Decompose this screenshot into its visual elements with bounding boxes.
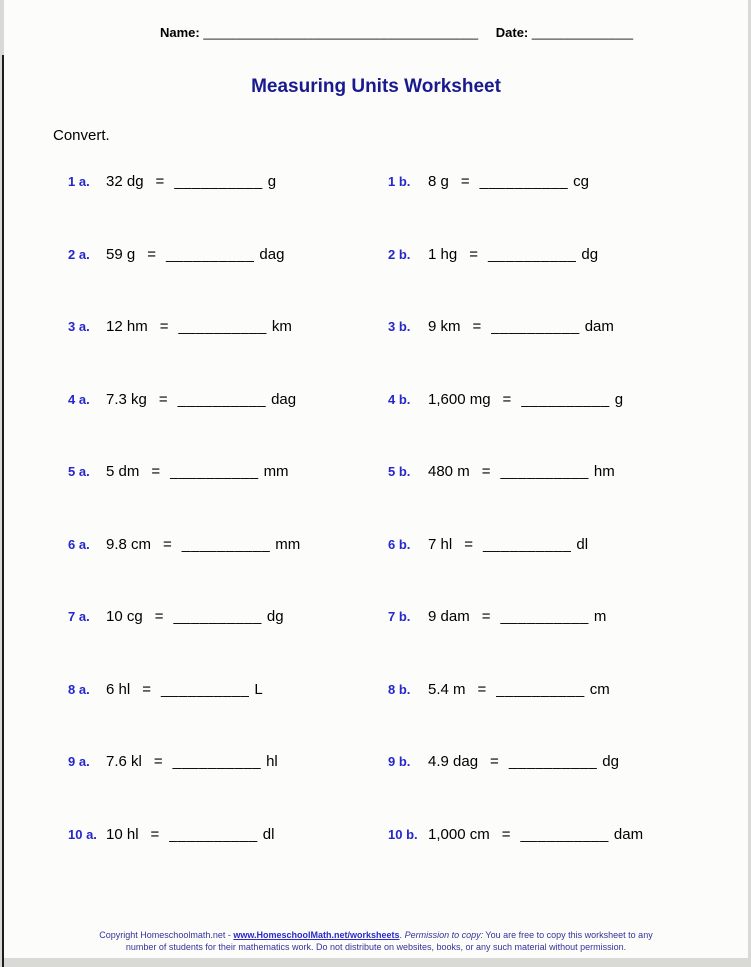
equals-sign: = bbox=[469, 245, 478, 263]
problem-6b bbox=[388, 536, 588, 553]
answer-blank: __________ bbox=[479, 173, 569, 190]
problem-unit: mm bbox=[263, 463, 289, 480]
problem-unit: L bbox=[254, 680, 263, 698]
problem-quantity: 1 hg bbox=[428, 245, 458, 263]
problem-quantity: 32 dg bbox=[106, 173, 144, 190]
instruction-text: Convert. bbox=[53, 127, 110, 144]
problem-2b bbox=[388, 246, 598, 263]
problem-row bbox=[68, 463, 748, 480]
problem-label: 5 b. bbox=[388, 464, 411, 479]
problem-quantity: 59 g bbox=[106, 245, 136, 263]
problem-quantity: 9 km bbox=[428, 318, 461, 335]
problem-label: 9 b. bbox=[388, 754, 411, 769]
problem-quantity: 8 g bbox=[428, 173, 449, 190]
problem-quantity: 7.3 kg bbox=[106, 390, 147, 408]
answer-blank: __________ bbox=[521, 390, 610, 408]
equals-sign: = bbox=[158, 390, 168, 408]
answer-blank: __________ bbox=[181, 535, 271, 553]
problem-label: 10 b. bbox=[388, 826, 418, 842]
answer-blank: __________ bbox=[178, 318, 267, 335]
name-blank-line: ______________________________________ bbox=[203, 25, 479, 40]
problem-label: 7 a. bbox=[68, 609, 90, 624]
problem-1a bbox=[68, 173, 388, 190]
problem-quantity: 480 m bbox=[428, 463, 470, 480]
problem-4a bbox=[68, 391, 388, 408]
problem-label: 4 b. bbox=[388, 391, 411, 407]
problem-unit: g bbox=[267, 173, 277, 190]
equals-sign: = bbox=[154, 608, 164, 625]
problem-7b bbox=[388, 608, 606, 625]
answer-blank: __________ bbox=[173, 608, 262, 625]
answer-blank: __________ bbox=[500, 608, 589, 625]
problem-unit: dam bbox=[584, 318, 614, 335]
problem-7a bbox=[68, 608, 388, 625]
problem-quantity: 7 hl bbox=[428, 535, 453, 553]
answer-blank: __________ bbox=[520, 825, 609, 843]
answer-blank: __________ bbox=[172, 753, 262, 770]
problem-label: 2 a. bbox=[68, 246, 90, 262]
problem-quantity: 5.4 m bbox=[428, 680, 466, 698]
name-date-row bbox=[160, 25, 633, 40]
problem-unit: hm bbox=[593, 463, 615, 480]
problem-unit: dag bbox=[259, 245, 285, 263]
equals-sign: = bbox=[472, 318, 482, 335]
equals-sign: = bbox=[163, 535, 172, 553]
problem-unit: cg bbox=[573, 173, 589, 190]
worksheet-page bbox=[4, 0, 748, 958]
problem-label: 9 a. bbox=[68, 754, 90, 769]
equals-sign: = bbox=[153, 753, 163, 770]
date-blank-line: ______________ bbox=[531, 25, 634, 40]
answer-blank: __________ bbox=[174, 173, 263, 190]
problem-unit: hl bbox=[266, 753, 278, 770]
date-label: Date: bbox=[495, 25, 529, 40]
answer-blank: __________ bbox=[491, 318, 580, 335]
problem-label: 3 a. bbox=[68, 319, 90, 334]
problem-9a bbox=[68, 753, 388, 770]
problem-quantity: 5 dm bbox=[106, 463, 140, 480]
problem-quantity: 10 cg bbox=[106, 608, 143, 625]
problem-row bbox=[68, 826, 748, 843]
answer-blank: __________ bbox=[177, 390, 267, 408]
answer-blank: __________ bbox=[482, 535, 572, 553]
equals-sign: = bbox=[464, 535, 473, 553]
problem-unit: dl bbox=[262, 825, 275, 843]
equals-sign: = bbox=[155, 173, 165, 190]
footer-permission-text: You are free to copy this worksheet to any bbox=[483, 930, 653, 940]
problem-unit: cm bbox=[589, 680, 610, 698]
problem-row bbox=[68, 391, 748, 408]
problem-label: 1 b. bbox=[388, 174, 411, 189]
problem-row bbox=[68, 246, 748, 263]
problem-unit: dg bbox=[266, 608, 284, 625]
equals-sign: = bbox=[477, 680, 487, 698]
equals-sign: = bbox=[147, 245, 156, 263]
equals-sign: = bbox=[159, 318, 169, 335]
problem-label: 5 a. bbox=[68, 464, 90, 479]
problem-3b bbox=[388, 318, 614, 335]
problem-10b bbox=[388, 826, 643, 843]
permission-to-copy-label: Permission to copy: bbox=[404, 930, 484, 940]
problem-quantity: 10 hl bbox=[106, 825, 139, 843]
problem-row bbox=[68, 753, 748, 770]
problem-quantity: 9.8 cm bbox=[106, 535, 152, 553]
problem-row bbox=[68, 681, 748, 698]
problem-quantity: 7.6 kl bbox=[106, 753, 142, 770]
problem-quantity: 12 hm bbox=[106, 318, 148, 335]
problem-10a bbox=[68, 826, 388, 843]
problem-quantity: 6 hl bbox=[106, 680, 131, 698]
worksheets-link[interactable]: www.HomeschoolMath.net/worksheets bbox=[233, 930, 400, 940]
problem-8b bbox=[388, 681, 610, 698]
problem-quantity: 1,600 mg bbox=[428, 390, 491, 408]
problem-label: 4 a. bbox=[68, 391, 90, 407]
problem-5a bbox=[68, 463, 388, 480]
page-title: Measuring Units Worksheet bbox=[251, 76, 501, 97]
equals-sign: = bbox=[490, 753, 499, 770]
problem-label: 1 a. bbox=[68, 174, 90, 189]
problem-6a bbox=[68, 536, 388, 553]
problem-unit: dag bbox=[271, 390, 297, 408]
footer-dot: . bbox=[399, 930, 405, 940]
problem-label: 6 b. bbox=[388, 536, 411, 552]
problem-1b bbox=[388, 173, 589, 190]
problem-quantity: 9 dam bbox=[428, 608, 470, 625]
answer-blank: __________ bbox=[165, 245, 255, 263]
equals-sign: = bbox=[481, 463, 491, 480]
problem-label: 2 b. bbox=[388, 246, 411, 262]
answer-blank: __________ bbox=[487, 245, 577, 263]
problem-label: 10 a. bbox=[68, 826, 97, 842]
equals-sign: = bbox=[481, 608, 491, 625]
copyright-footer bbox=[4, 929, 748, 953]
problem-list bbox=[68, 173, 748, 843]
equals-sign: = bbox=[150, 825, 160, 843]
name-label: Name: bbox=[160, 25, 200, 40]
problem-5b bbox=[388, 463, 615, 480]
problem-label: 6 a. bbox=[68, 536, 90, 552]
equals-sign: = bbox=[142, 680, 151, 698]
equals-sign: = bbox=[501, 825, 511, 843]
problem-unit: dam bbox=[613, 825, 644, 843]
problem-unit: dl bbox=[576, 535, 589, 553]
problem-unit: m bbox=[593, 608, 607, 625]
problem-4b bbox=[388, 391, 623, 408]
problem-row bbox=[68, 318, 748, 335]
problem-unit: dg bbox=[602, 753, 619, 770]
problem-row bbox=[68, 173, 748, 190]
problem-unit: g bbox=[614, 390, 624, 408]
footer-copyright-text: Copyright Homeschoolmath.net - bbox=[99, 930, 234, 940]
problem-row bbox=[68, 608, 748, 625]
footer-line-2: number of students for their mathematics work. Do not distribute on websites, books, or any such material without permission. bbox=[125, 942, 627, 952]
answer-blank: __________ bbox=[170, 463, 259, 480]
equals-sign: = bbox=[460, 173, 470, 190]
equals-sign: = bbox=[502, 390, 512, 408]
answer-blank: __________ bbox=[508, 753, 598, 770]
problem-2a bbox=[68, 246, 388, 263]
problem-8a bbox=[68, 681, 388, 698]
problem-label: 8 b. bbox=[388, 681, 411, 697]
problem-label: 7 b. bbox=[388, 609, 411, 624]
answer-blank: __________ bbox=[496, 680, 585, 698]
problem-row bbox=[68, 536, 748, 553]
footer-line-1 bbox=[4, 929, 748, 941]
equals-sign: = bbox=[151, 463, 161, 480]
problem-quantity: 1,000 cm bbox=[428, 825, 490, 843]
problem-unit: dg bbox=[581, 245, 599, 263]
problem-quantity: 4.9 dag bbox=[428, 753, 479, 770]
problem-unit: km bbox=[271, 318, 292, 335]
answer-blank: __________ bbox=[169, 825, 258, 843]
problem-3a bbox=[68, 318, 388, 335]
problem-unit: mm bbox=[275, 535, 301, 553]
answer-blank: __________ bbox=[500, 463, 589, 480]
problem-9b bbox=[388, 753, 619, 770]
problem-label: 3 b. bbox=[388, 319, 411, 334]
problem-label: 8 a. bbox=[68, 681, 90, 697]
answer-blank: __________ bbox=[160, 680, 250, 698]
